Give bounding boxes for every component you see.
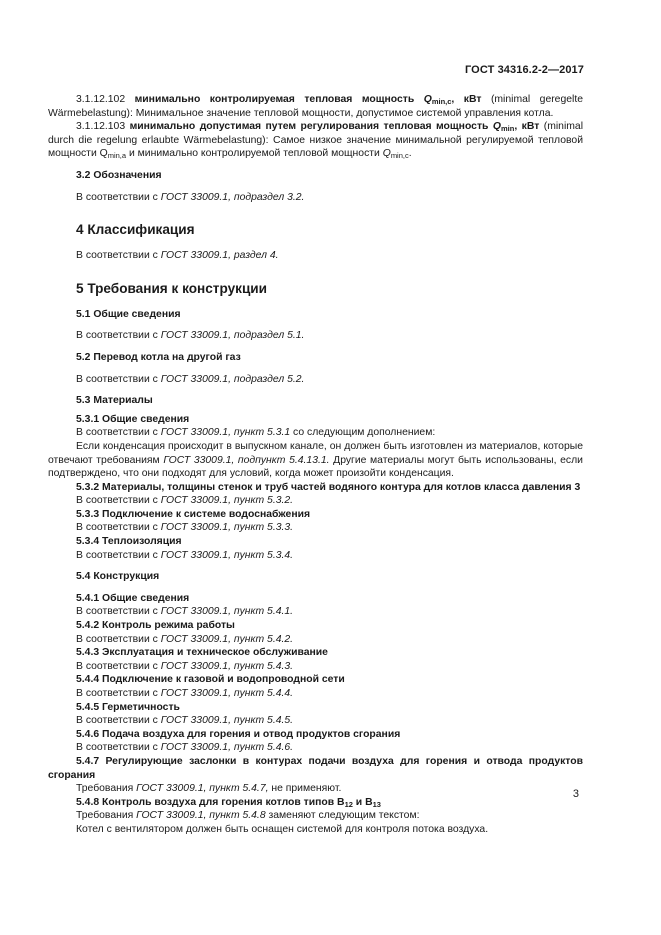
- chapter-heading-4: 4 Классификация: [76, 222, 195, 238]
- section-heading-5-1: 5.1 Общие сведения: [76, 308, 181, 320]
- section-ref-3-2: В соответствии с ГОСТ 33009.1, подраздел 3.2.: [76, 191, 305, 203]
- section-heading-5-4-4: 5.4.4 Подключение к газовой и водопроводной сети: [76, 674, 345, 686]
- section-heading-5-4-3: 5.4.3 Эксплуатация и техническое обслуживание: [76, 647, 328, 659]
- section-ref-5-4-7: Требования ГОСТ 33009.1, пункт 5.4.7, не применяют.: [76, 783, 342, 795]
- section-ref-5-4-5: В соответствии с ГОСТ 33009.1, пункт 5.4.5.: [76, 715, 294, 727]
- section-ref-5-2: В соответствии с ГОСТ 33009.1, подраздел 5.2.: [76, 373, 305, 385]
- section-heading-5-4: 5.4 Конструкция: [76, 571, 160, 583]
- term-bold: минимально допустимая путем регулирования тепловая мощность: [129, 121, 489, 133]
- paragraph-condensation: Если конденсация происходит в выпускном канале, он должен быть изготовлен из материалов, которые отвечают требованиям ГОСТ 33009.1, подпункт 5.4.13.1. Другие материалы могут быть использованы, если подтверждено, что они подходят для условий, когда может произойти конденсация.: [48, 440, 583, 480]
- section-heading-5-4-6: 5.4.6 Подача воздуха для горения и отвод продуктов сгорания: [76, 728, 401, 740]
- page-body: [48, 93, 583, 837]
- section-heading-5-3-2: 5.3.2 Материалы, толщины стенок и труб частей водяного контура для котлов класса давления 3: [76, 481, 581, 493]
- section-heading-5-3: 5.3 Материалы: [76, 395, 153, 407]
- paragraph-fan-boiler: Котел с вентилятором должен быть оснащен системой для контроля потока воздуха.: [76, 823, 489, 835]
- section-ref-4: В соответствии с ГОСТ 33009.1, раздел 4.: [76, 250, 279, 262]
- section-heading-5-4-1: 5.4.1 Общие сведения: [76, 592, 190, 604]
- section-heading-5-4-8: 5.4.8 Контроль воздуха для горения котлов типов $B_{12}$ и $B_{13}$: [76, 796, 381, 809]
- section-heading-3-2: 3.2 Обозначения: [76, 169, 162, 181]
- section-ref-5-4-1: В соответствии с ГОСТ 33009.1, пункт 5.4.1.: [76, 606, 294, 618]
- section-heading-5-4-7: 5.4.7 Регулирующие заслонки в контурах подачи воздуха для горения и отвода продуктов сгорания: [48, 755, 583, 781]
- section-ref-5-3-2: В соответствии с ГОСТ 33009.1, пункт 5.3.2.: [76, 495, 294, 507]
- section-ref-5-3-3: В соответствии с ГОСТ 33009.1, пункт 5.3.3.: [76, 522, 294, 534]
- definition-3-1-12-103: 3.1.12.103 минимально допустимая путем регулирования тепловая мощность $Q_{min}$, кВт (minimal durch die regelung erlaubte Wärmebelastung): Самое низкое значение минимальной регулируемой тепловой мощности $Q_{min,a}$ и минимально контролируемой тепловой мощности $Q_{min,c}$.: [48, 121, 584, 161]
- document-number-header: ГОСТ 34316.2-2—2017: [464, 64, 584, 76]
- section-ref-5-1: В соответствии с ГОСТ 33009.1, подраздел 5.1.: [76, 330, 305, 342]
- section-ref-5-3-4: В соответствии с ГОСТ 33009.1, пункт 5.3.4.: [76, 549, 294, 561]
- term-bold: минимально контролируемая тепловая мощность: [134, 94, 415, 105]
- section-ref-5-3-1: В соответствии с ГОСТ 33009.1, пункт 5.3.1 со следующим дополнением:: [76, 427, 436, 439]
- section-heading-5-4-2: 5.4.2 Контроль режима работы: [76, 620, 235, 632]
- section-heading-5-3-3: 5.3.3 Подключение к системе водоснабжения: [76, 508, 311, 520]
- definition-3-1-12-102: 3.1.12.102 минимально контролируемая тепловая мощность $Q_{min,c}$, кВт (minimal geregelte Wärmebelastung): Минимальное значение тепловой мощности, допустимое системой управления котла.: [48, 94, 583, 119]
- section-ref-5-4-8: Требования ГОСТ 33009.1, пункт 5.4.8 заменяют следующим текстом:: [76, 810, 420, 822]
- section-heading-5-2: 5.2 Перевод котла на другой газ: [76, 351, 241, 363]
- section-ref-5-4-2: В соответствии с ГОСТ 33009.1, пункт 5.4.2.: [76, 633, 294, 645]
- chapter-heading-5: 5 Требования к конструкции: [76, 280, 268, 296]
- section-ref-5-4-4: В соответствии с ГОСТ 33009.1, пункт 5.4.4.: [76, 688, 294, 699]
- section-ref-5-4-3: В соответствии с ГОСТ 33009.1, пункт 5.4.3.: [76, 660, 294, 672]
- section-heading-5-4-5: 5.4.5 Герметичность: [76, 701, 180, 713]
- page-number: 3: [572, 788, 579, 800]
- section-heading-5-3-4: 5.3.4 Теплоизоляция: [76, 536, 182, 548]
- section-ref-5-4-6: В соответствии с ГОСТ 33009.1, пункт 5.4.6.: [76, 742, 294, 754]
- section-heading-5-3-1: 5.3.1 Общие сведения: [76, 413, 190, 425]
